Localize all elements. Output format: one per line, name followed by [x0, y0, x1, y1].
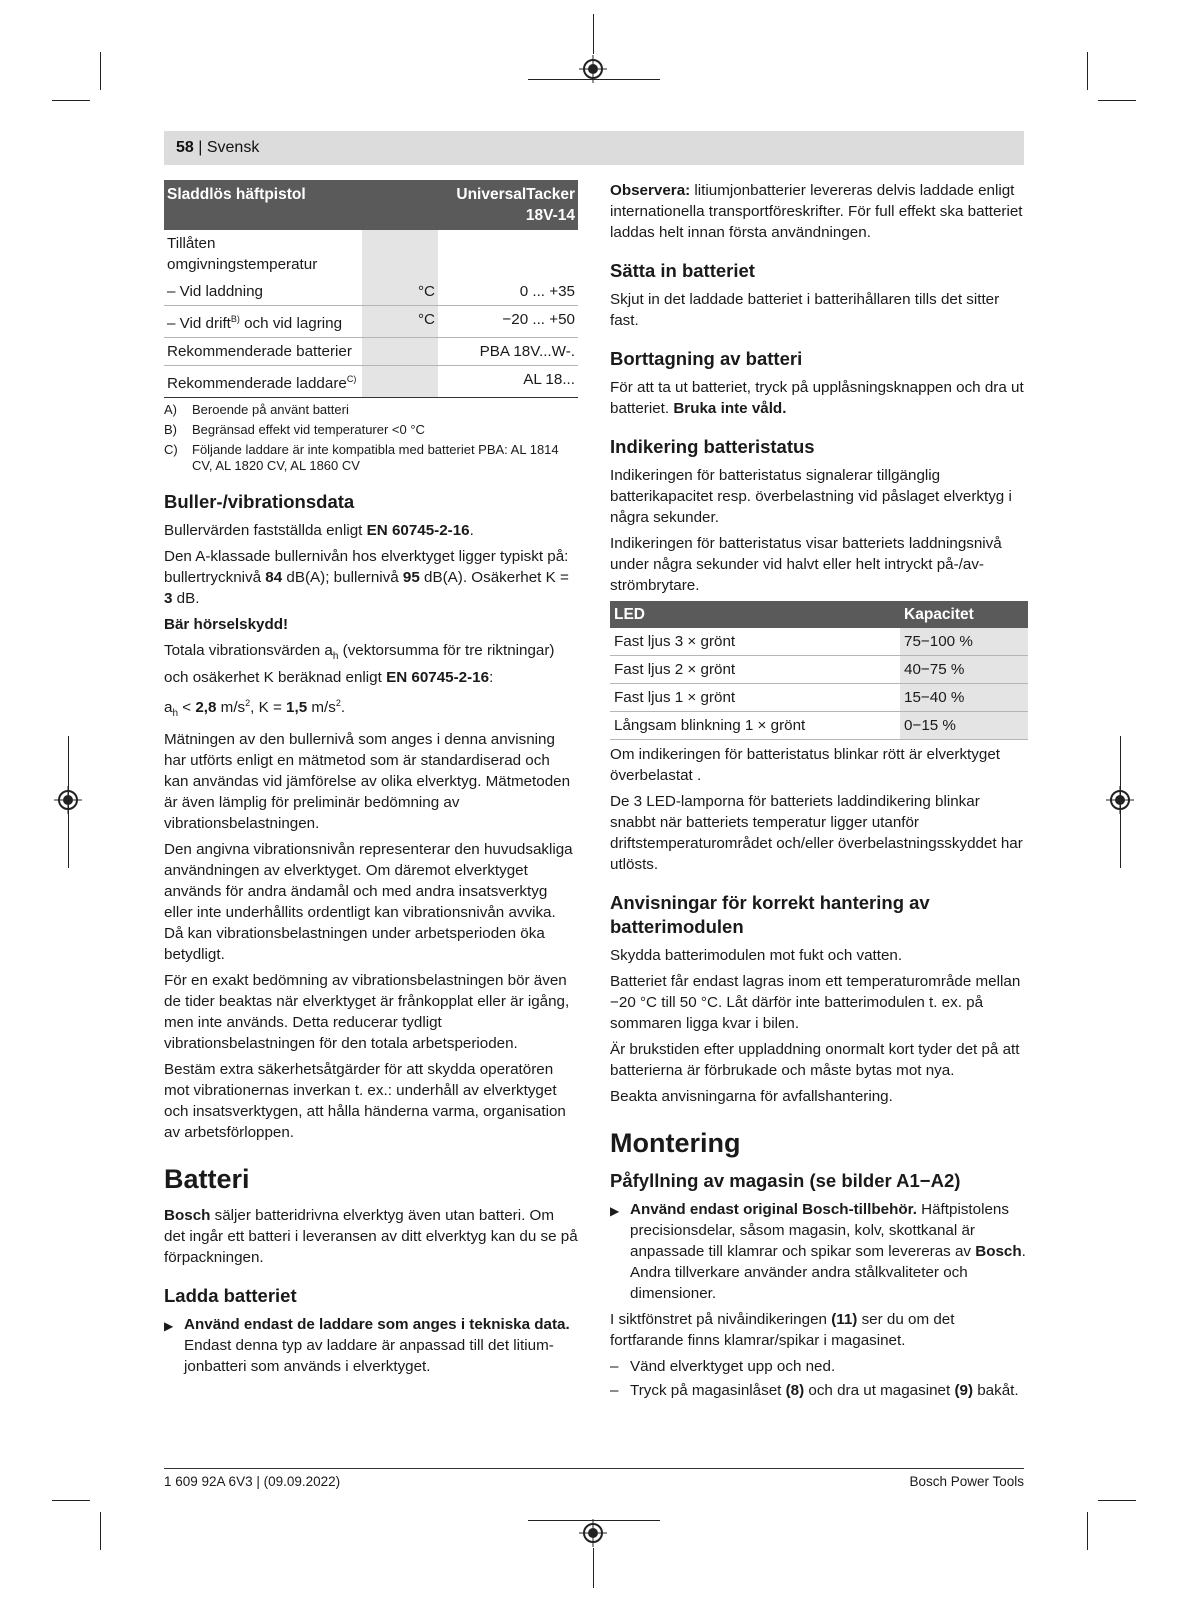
footnote-ref: B) [230, 314, 240, 324]
spec-unit [362, 366, 438, 398]
bullet-text [184, 1314, 578, 1377]
text: I siktfönstret på nivåindikeringen [610, 1311, 832, 1328]
paragraph: Skydda batterimodulen mot fukt och vatten. [610, 947, 903, 964]
text: bakåt. [973, 1382, 1019, 1399]
paragraph [164, 546, 578, 609]
dash-item [610, 1380, 1028, 1401]
spec-label-text: Rekommenderade laddare [167, 375, 347, 393]
text: 84 [265, 569, 283, 587]
table-row [610, 684, 1028, 712]
text: Häftpistolens precisionsdelar, såsom magasin, kolv, skottkanal är anpassade till klamrar och spikar som levereras av [630, 1201, 1009, 1260]
bullet-text [630, 1199, 1028, 1304]
spec-table [164, 180, 578, 398]
spec-unit: °C [362, 278, 438, 306]
paragraph: Batteriet får endast lagras inom ett temperaturområde mellan −20 °C till 50 °C. Låt därför inte batterimodulen t. ex. på sommaren ligga kvar i bilen. [610, 973, 1021, 1032]
led-cell: Långsam blinkning 1 × grönt [610, 712, 900, 740]
table-row [164, 306, 578, 338]
text: Bosch [164, 1207, 211, 1225]
text: . [469, 522, 474, 540]
paragraph [610, 1309, 1028, 1351]
text: Bullervärden fastställda enligt [164, 522, 367, 540]
text: Bosch [975, 1243, 1022, 1260]
crop-mark [1087, 52, 1088, 90]
text: dB(A). Osäkerhet K = [419, 569, 569, 587]
text: 2 [245, 698, 251, 709]
paragraph [164, 520, 578, 541]
footnote [164, 402, 578, 418]
footnote-key: C) [164, 442, 178, 458]
paragraph: Den angivna vibrationsnivån representerar den huvudsakliga användningen av elverktyget. Om däremot elverktyget används för andra ändamål och med andra insatsverktyg eller inte underhållits ordentligt kan vibrationsnivån avvika. Då kan vibrationsbelastningen under arbetsperioden öka betydligt. [164, 841, 573, 964]
footnotes [164, 402, 578, 474]
section-heading: Borttagning av batteri [610, 348, 803, 369]
text: Bär hörselskydd! [164, 616, 289, 634]
section-heading: Anvisningar för korrekt hantering av batterimodulen [610, 892, 930, 937]
spec-unit [362, 230, 438, 278]
footer-brand: Bosch Power Tools [909, 1474, 1024, 1489]
led-cell: Fast ljus 1 × grönt [610, 684, 900, 712]
spec-head-model: UniversalTacker 18V-14 [438, 180, 578, 230]
spec-head-unit [362, 180, 438, 230]
paragraph: Indikeringen för batteristatus visar batteriets laddningsnivå under några sekunder vid halvt eller helt intryckt på-/av-strömbrytare. [610, 535, 1002, 594]
right-column [610, 180, 1028, 1404]
paragraph: Mätningen av den bullernivå som anges i denna anvisning har utförts enligt en mätmetod som är standardiserad och kan användas vid jämförelse av olika elverktyg. Mätmetoden är även lämplig för preliminär bedömning av vibrationsbelastningen. [164, 731, 571, 833]
crop-mark [68, 736, 69, 868]
bullet-item [610, 1199, 1028, 1304]
text: 3 [164, 590, 173, 608]
text: . Andra tillverkare använder andra stålkvaliteter och dimensioner. [630, 1243, 1026, 1302]
text: dB(A); bullernivå [282, 569, 403, 587]
spec-unit [362, 338, 438, 366]
bullet-arrow-icon: ▶ [610, 1204, 620, 1218]
footer-doc-number: 1 609 92A 6V3 | (09.09.2022) [164, 1474, 341, 1489]
text: , K = [250, 699, 287, 717]
capacity-cell: 40−75 % [900, 656, 1028, 684]
section-heading: Ladda batteriet [164, 1285, 297, 1307]
footnote-text: Begränsad effekt vid temperaturer <0 °C [192, 422, 425, 438]
dash-marker: – [610, 1358, 619, 1375]
spec-value: −20 ... +50 [438, 306, 578, 338]
page-language: Svensk [206, 139, 260, 156]
paragraph: Skjut in det laddade batteriet i batterihållaren tills det sitter fast. [610, 291, 1000, 329]
crop-mark [528, 79, 660, 80]
spec-label-text: och vid lagring [239, 315, 343, 333]
text: m/s [216, 699, 246, 717]
spec-table-head [164, 180, 578, 230]
capacity-head: Kapacitet [900, 601, 1028, 628]
footnote-key: B) [164, 422, 177, 438]
dash-marker: – [610, 1382, 619, 1399]
crop-mark [1098, 1500, 1136, 1501]
dash-text [630, 1380, 1019, 1401]
led-cell: Fast ljus 3 × grönt [610, 628, 900, 656]
paragraph [164, 693, 578, 724]
text: 2,8 [195, 699, 217, 717]
paragraph [164, 614, 578, 635]
paragraph: Beakta anvisningarna för avfallshantering. [610, 1088, 893, 1105]
bullet-item [164, 1314, 578, 1377]
dash-item [610, 1356, 1028, 1377]
text: och dra ut magasinet [804, 1382, 955, 1399]
paragraph: Indikeringen för batteristatus signalerar tillgänglig batterikapacitet resp. överbelastning vid påslaget elverktyg i några sekunder. [610, 467, 1012, 526]
text: 1,5 [286, 699, 308, 717]
spec-label [164, 306, 362, 338]
footnote-key: A) [164, 402, 177, 418]
spec-value [438, 230, 578, 278]
led-table-head [610, 601, 1028, 628]
section-heading: Påfyllning av magasin (se bilder A1−A2) [610, 1170, 961, 1191]
table-row [610, 712, 1028, 740]
text: h [172, 708, 179, 720]
paragraph [610, 180, 1028, 243]
text: säljer batteridrivna elverktyg även utan batteri. Om det ingår ett batteri i leveransen av ditt elverktyg kan du se på förpackningen. [164, 1207, 578, 1267]
spec-label [164, 366, 362, 398]
text: För att ta ut batteriet, tryck på upplåsningsknappen och dra ut batteriet. [610, 379, 1024, 417]
text: EN 60745-2-16 [386, 669, 490, 687]
text: litiumjonbatterier levereras delvis laddade enligt internationella transportföreskrifter. För full effekt ska batteriet laddas helt innan första användningen. [610, 182, 1023, 241]
table-row [164, 366, 578, 398]
text: Använd endast de laddare som anges i tekniska data. [184, 1316, 570, 1334]
crop-mark [52, 100, 90, 101]
page-header-text: 58 | Svensk [176, 139, 260, 156]
text: : [489, 669, 494, 687]
chapter-heading: Batteri [164, 1164, 250, 1195]
table-row [164, 278, 578, 306]
footnote-ref: C) [346, 374, 357, 385]
table-row [610, 628, 1028, 656]
text: m/s [307, 699, 336, 717]
capacity-cell: 0−15 % [900, 712, 1028, 740]
spec-label: Rekommenderade batterier [164, 338, 362, 366]
text: (vektorsumma för tre riktningar) och osäkerhet K beräknad enligt [164, 642, 555, 687]
spec-value: 0 ... +35 [438, 278, 578, 306]
text: Använd endast original Bosch-tillbehör. [630, 1201, 917, 1218]
capacity-cell: 15−40 % [900, 684, 1028, 712]
paragraph: Bestäm extra säkerhetsåtgärder för att skydda operatören mot vibrationernas inverkan t. ex.: underhåll av elverktyget och insatsverktygen, att hålla händerna varma, organisation av arbetsförloppen. [164, 1061, 566, 1142]
spec-label-text: – Vid drift [167, 315, 231, 333]
paragraph: Om indikeringen för batteristatus blinkar rött är elverktyget överbelastat . [610, 746, 1000, 784]
spec-value: AL 18... [438, 366, 578, 398]
led-cell: Fast ljus 2 × grönt [610, 656, 900, 684]
page-number: 58 [176, 139, 194, 156]
crop-mark [528, 1520, 660, 1521]
text: a [164, 699, 173, 717]
text: Tryck på magasinlåset [630, 1382, 786, 1399]
registration-mark-icon [579, 1519, 607, 1547]
spec-head-product: Sladdlös häftpistol [164, 180, 362, 230]
crop-mark [593, 1548, 594, 1588]
footer-divider [164, 1468, 1024, 1469]
text: dB. [172, 590, 200, 608]
text: ser du om det fortfarande finns klamrar/spikar i magasinet. [610, 1311, 955, 1349]
crop-mark [1120, 736, 1121, 868]
text: 2 [335, 698, 341, 709]
paragraph [164, 640, 578, 688]
text: < [178, 699, 196, 717]
text: Bruka inte våld. [673, 400, 787, 417]
spec-label: Tillåten omgivningstemperatur [167, 235, 318, 273]
dash-text: Vänd elverktyget upp och ned. [630, 1358, 836, 1375]
crop-mark [100, 1512, 101, 1550]
spec-unit: °C [362, 306, 438, 338]
paragraph: Är brukstiden efter uppladdning onormalt kort tyder det på att batterierna är förbrukade och måste bytas mot nya. [610, 1041, 1020, 1079]
spec-label: – Vid laddning [164, 278, 362, 306]
text: h [332, 651, 339, 663]
crop-mark [593, 14, 594, 54]
crop-mark [1098, 100, 1136, 101]
section-heading: Indikering batteristatus [610, 436, 815, 457]
text: Observera: [610, 182, 691, 199]
table-row [610, 656, 1028, 684]
paragraph: De 3 LED-lamporna för batteriets laddindikering blinkar snabbt när batteriets temperatur ligger utanför driftstemperaturområdet och/eller överbelastningsskyddet har utlösts. [610, 793, 1023, 873]
footnote-text: Följande laddare är inte kompatibla med batteriet PBA: AL 1814 CV, AL 1820 CV, AL 1860 CV [192, 442, 559, 474]
footnote-text: Beroende på använt batteri [192, 402, 349, 418]
text: (9) [954, 1382, 973, 1399]
paragraph [610, 377, 1028, 419]
section-heading: Buller-/vibrationsdata [164, 491, 355, 513]
page-header [164, 131, 1024, 165]
text: . [340, 699, 346, 717]
paragraph: För en exakt bedömning av vibrationsbelastningen bör även de tider beaktas när elverktyget är frånkopplat eller är igång, men inte används. Detta reducerar tydligt vibrationsbelastningen för den totala arbetsperioden. [164, 972, 570, 1053]
text: Den A-klassade bullernivån hos elverktyget ligger typiskt på: bullertrycknivå [164, 548, 569, 587]
text: 95 [402, 569, 420, 587]
footnote [164, 442, 578, 474]
section-heading: Sätta in batteriet [610, 260, 755, 281]
crop-mark [52, 1500, 90, 1501]
text: EN 60745-2-16 [366, 522, 470, 540]
led-head: LED [610, 601, 900, 628]
led-table [610, 601, 1028, 740]
text: Endast denna typ av laddare är anpassad till det litium-jonbatteri som används i elverktyget. [184, 1337, 554, 1376]
left-column [164, 180, 578, 1382]
text: (11) [831, 1311, 858, 1328]
spec-value: PBA 18V...W-. [438, 338, 578, 366]
table-row [164, 338, 578, 366]
paragraph [164, 1205, 578, 1268]
chapter-heading: Montering [610, 1128, 741, 1158]
bullet-arrow-icon: ▶ [164, 1319, 174, 1334]
crop-mark [1087, 1512, 1088, 1550]
crop-mark [100, 52, 101, 90]
table-row [164, 230, 578, 278]
text: Totala vibrationsvärden a [164, 642, 333, 660]
text: (8) [785, 1382, 805, 1399]
capacity-cell: 75−100 % [900, 628, 1028, 656]
footnote [164, 422, 578, 438]
